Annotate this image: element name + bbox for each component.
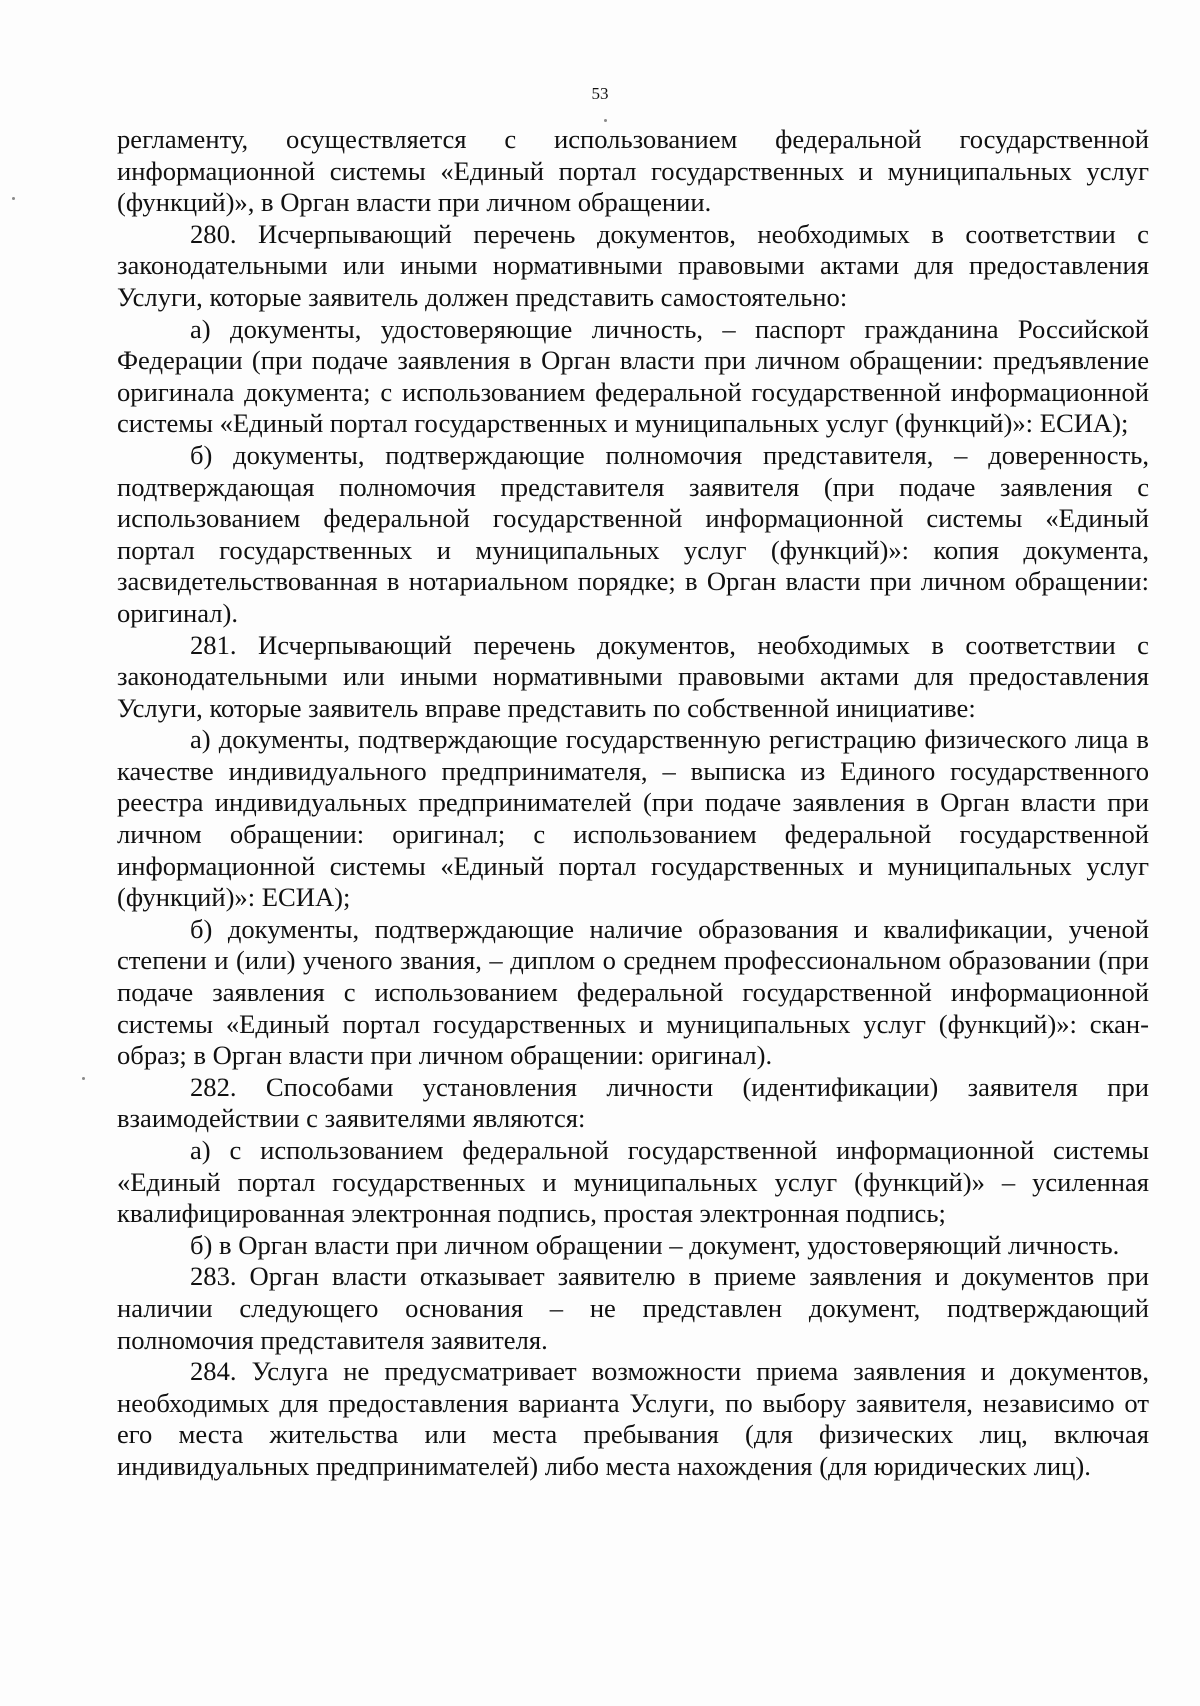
scan-speck [12,197,15,200]
page-number: 53 [591,84,609,103]
paragraph-282-a: а) с использованием федеральной государственной информационной системы «Единый портал государственных и муниципальных услуг (функций)» – усиленная квалифицированная электронная подпись, простая электронная подпись; [117,1135,1149,1229]
paragraph-281: 281. Исчерпывающий перечень документов, необходимых в соответствии с законодательными или иными нормативными правовыми актами для предоставления Услуги, которые заявитель вправе представить по собственной инициативе: [117,629,1149,723]
paragraph-280-b: б) документы, подтверждающие полномочия представителя, – доверенность, подтверждающая полномочия представителя заявителя (при подаче заявления с использованием федеральной государственной информационной системы «Единый портал государственных и муниципальных услуг (функций)»: копия документа, засвидетельствованная в нотариальном порядке; в Орган власти при личном обращении: оригинал). [117,439,1149,628]
paragraph-284: 284. Услуга не предусматривает возможности приема заявления и документов, необходимых для предоставления варианта Услуги, по выбору заявителя, независимо от его места жительства или места пребывания (для физических лиц, включая индивидуальных предпринимателей) либо места нахождения (для юридических лиц). [117,1356,1149,1481]
paragraph-continuation: регламенту, осуществляется с использованием федеральной государственной информационной системы «Единый портал государственных и муниципальных услуг (функций)», в Орган власти при личном обращении. [117,124,1149,218]
scan-speck [604,119,607,122]
paragraph-280: 280. Исчерпывающий перечень документов, необходимых в соответствии с законодательными или иными нормативными правовыми актами для предоставления Услуги, которые заявитель должен представить самостоятельно: [117,218,1149,312]
paragraph-281-a: а) документы, подтверждающие государственную регистрацию физического лица в качестве индивидуального предпринимателя, – выписка из Единого государственного реестра индивидуальных предпринимателей (при подаче заявления в Орган власти при личном обращении: оригинал; с использованием федеральной государственной информационной системы «Единый портал государственных и муниципальных услуг (функций)»: ЕСИА); [117,724,1149,913]
paragraph-282-b: б) в Орган власти при личном обращении – документ, удостоверяющий личность. [190,1229,1120,1260]
paragraph-281-b: б) документы, подтверждающие наличие образования и квалификации, ученой степени и (или) ученого звания, – диплом о среднем профессиональном образовании (при подаче заявления с использованием федеральной государственной информационной системы «Единый портал государственных и муниципальных услуг (функций)»: скан-образ; в Орган власти при личном обращении: оригинал). [117,913,1149,1071]
document-body [117,124,1149,1483]
paragraph-282: 282. Способами установления личности (идентификации) заявителя при взаимодействии с заявителями являются: [117,1071,1149,1134]
paragraph-283: 283. Орган власти отказывает заявителю в приеме заявления и документов при наличии следующего основания – не представлен документ, подтверждающий полномочия представителя заявителя. [117,1261,1149,1355]
scan-speck [82,1077,85,1080]
paragraph-280-a: а) документы, удостоверяющие личность, – паспорт гражданина Российской Федерации (при подаче заявления в Орган власти при личном обращении: предъявление оригинала документа; с использованием федеральной государственной информационной системы «Единый портал государственных и муниципальных услуг (функций)»: ЕСИА); [117,313,1149,439]
